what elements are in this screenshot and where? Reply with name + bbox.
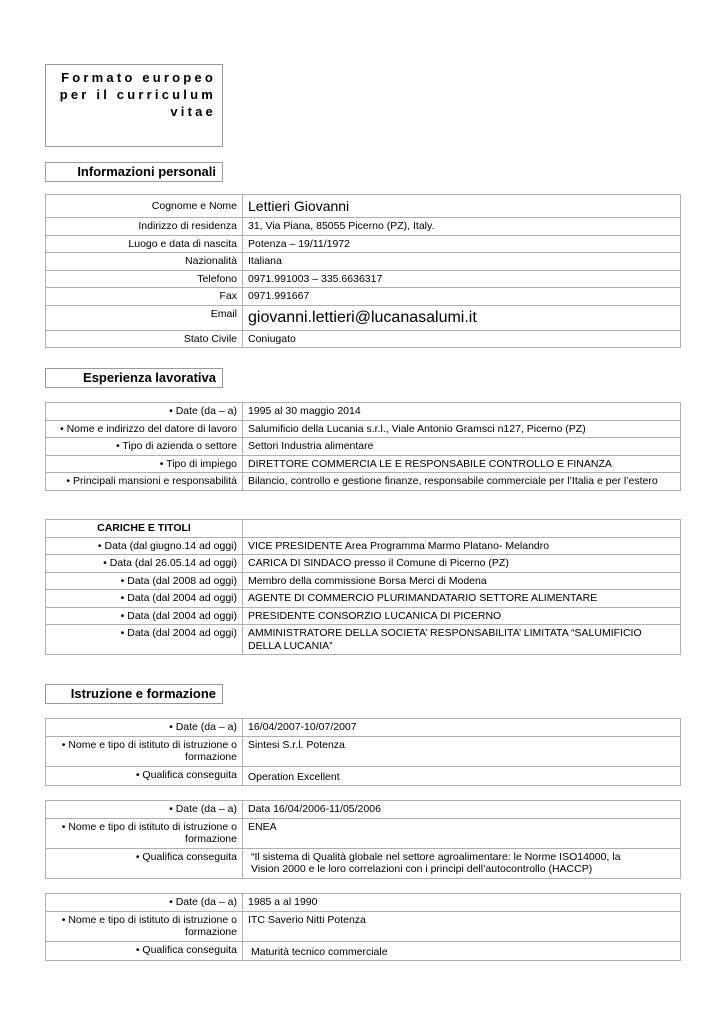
row-value: Maturità tecnico commerciale — [243, 941, 681, 961]
education-row-institute — [46, 818, 681, 848]
row-label: • Date (da – a) — [46, 403, 243, 421]
education-table-3 — [45, 893, 681, 961]
row-value: Data 16/04/2006-11/05/2006 — [243, 801, 681, 819]
education-row-dates — [46, 894, 681, 912]
row-label: Cognome e Nome — [46, 195, 243, 218]
row-value: 0971.991003 – 335.6636317 — [243, 270, 681, 288]
row-label: • Tipo di azienda o settore — [46, 438, 243, 456]
education-row-qualification — [46, 941, 681, 961]
work-experience-table — [45, 402, 681, 491]
cariche-row — [46, 572, 681, 590]
cariche-header-row — [46, 520, 681, 538]
personal-row-address — [46, 218, 681, 236]
row-label: • Nome e indirizzo del datore di lavoro — [46, 420, 243, 438]
work-row-position — [46, 455, 681, 473]
row-value: 16/04/2007-10/07/2007 — [243, 719, 681, 737]
education-table-2 — [45, 800, 681, 879]
cariche-row — [46, 607, 681, 625]
row-label: • Data (dal 2004 ad oggi) — [46, 607, 243, 625]
section-work-title: Esperienza lavorativa — [45, 368, 223, 388]
row-label: Email — [46, 305, 243, 330]
document-title: Formato europeo per il curriculum vitae — [59, 70, 216, 119]
row-label: Luogo e data di nascita — [46, 235, 243, 253]
row-value: 31, Via Piana, 85055 Picerno (PZ), Italy. — [243, 218, 681, 236]
cariche-row — [46, 625, 681, 655]
row-label: • Date (da – a) — [46, 719, 243, 737]
row-value: VICE PRESIDENTE Area Programma Marmo Platano- Melandro — [243, 537, 681, 555]
row-label: • Qualifica conseguita — [46, 766, 243, 786]
header-box — [45, 64, 223, 147]
personal-row-email — [46, 305, 681, 330]
row-label: • Date (da – a) — [46, 894, 243, 912]
personal-row-birth — [46, 235, 681, 253]
work-row-employer — [46, 420, 681, 438]
row-label: Fax — [46, 288, 243, 306]
row-label: Stato Civile — [46, 330, 243, 348]
personal-row-nationality — [46, 253, 681, 271]
row-label: • Principali mansioni e responsabilità — [46, 473, 243, 491]
row-label: • Qualifica conseguita — [46, 848, 243, 878]
row-label: Telefono — [46, 270, 243, 288]
cariche-row — [46, 555, 681, 573]
row-value: ITC Saverio Nitti Potenza — [243, 911, 681, 941]
education-row-dates — [46, 801, 681, 819]
work-row-dates — [46, 403, 681, 421]
row-label: • Nome e tipo di istituto di istruzione o formazione — [46, 736, 243, 766]
personal-info-table — [45, 194, 681, 348]
education-row-institute — [46, 736, 681, 766]
row-label: • Tipo di impiego — [46, 455, 243, 473]
personal-row-fax — [46, 288, 681, 306]
education-row-institute — [46, 911, 681, 941]
row-value: Italiana — [243, 253, 681, 271]
row-label: • Data (dal 26.05.14 ad oggi) — [46, 555, 243, 573]
cariche-header: CARICHE E TITOLI — [46, 520, 243, 538]
cariche-table — [45, 519, 681, 655]
cariche-header-empty — [243, 520, 681, 538]
work-row-duties — [46, 473, 681, 491]
row-value: 1985 a al 1990 — [243, 894, 681, 912]
education-row-qualification — [46, 766, 681, 786]
row-value: 1995 al 30 maggio 2014 — [243, 403, 681, 421]
row-value: Bilancio, controllo e gestione finanze, responsabile commerciale per l’Italia e per l’estero — [243, 473, 681, 491]
row-value: Coniugato — [243, 330, 681, 348]
row-label: • Nome e tipo di istituto di istruzione o formazione — [46, 911, 243, 941]
row-label: • Nome e tipo di istituto di istruzione o formazione — [46, 818, 243, 848]
row-label: Nazionalità — [46, 253, 243, 271]
row-label: • Data (dal 2004 ad oggi) — [46, 590, 243, 608]
row-value: Salumificio della Lucania s.r.l., Viale Antonio Gramsci n127, Picerno (PZ) — [243, 420, 681, 438]
row-label: • Data (dal giugno.14 ad oggi) — [46, 537, 243, 555]
row-value: “Il sistema di Qualità globale nel settore agroalimentare: le Norme ISO14000, la Vision 2000 e le loro correlazioni con i principi dell’autocontrollo (HACCP) — [243, 848, 681, 878]
row-label: Indirizzo di residenza — [46, 218, 243, 236]
row-label: • Date (da – a) — [46, 801, 243, 819]
personal-row-civil-status — [46, 330, 681, 348]
personal-row-name — [46, 195, 681, 218]
section-personal-title: Informazioni personali — [45, 162, 223, 182]
cariche-row — [46, 590, 681, 608]
row-value: Settori Industria alimentare — [243, 438, 681, 456]
row-value: Membro della commissione Borsa Merci di Modena — [243, 572, 681, 590]
row-value: Potenza – 19/11/1972 — [243, 235, 681, 253]
row-value: Lettieri Giovanni — [243, 195, 681, 218]
row-value: 0971.991667 — [243, 288, 681, 306]
row-value: PRESIDENTE CONSORZIO LUCANICA DI PICERNO — [243, 607, 681, 625]
row-label: • Qualifica conseguita — [46, 941, 243, 961]
row-value: Operation Excellent — [243, 766, 681, 786]
education-row-dates — [46, 719, 681, 737]
row-label: • Data (dal 2008 ad oggi) — [46, 572, 243, 590]
row-label: • Data (dal 2004 ad oggi) — [46, 625, 243, 655]
row-value: AMMINISTRATORE DELLA SOCIETA’ RESPONSABILITA’ LIMITATA “SALUMIFICIO DELLA LUCANIA” — [243, 625, 681, 655]
row-value: CARICA DI SINDACO presso il Comune di Picerno (PZ) — [243, 555, 681, 573]
row-value: Sintesi S.r.l. Potenza — [243, 736, 681, 766]
section-education-title: Istruzione e formazione — [45, 684, 223, 704]
row-value: DIRETTORE COMMERCIA LE E RESPONSABILE CONTROLLO E FINANZA — [243, 455, 681, 473]
personal-row-phone — [46, 270, 681, 288]
email-value[interactable]: giovanni.lettieri@lucanasalumi.it — [243, 305, 681, 330]
row-value: ENEA — [243, 818, 681, 848]
education-table-1 — [45, 718, 681, 786]
row-value: AGENTE DI COMMERCIO PLURIMANDATARIO SETTORE ALIMENTARE — [243, 590, 681, 608]
work-row-sector — [46, 438, 681, 456]
cariche-row — [46, 537, 681, 555]
education-row-qualification — [46, 848, 681, 878]
